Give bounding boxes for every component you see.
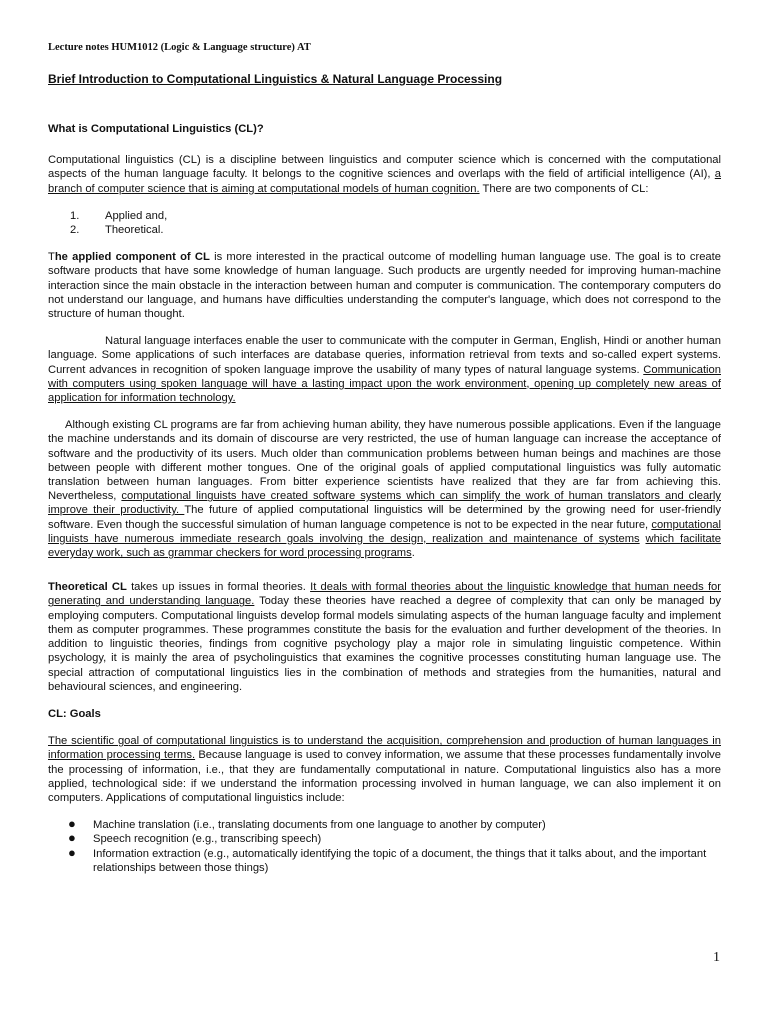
underlined-grammar-checkers: which facilitate everyday work, such as grammar checkers for word processing programs (48, 532, 721, 560)
paragraph-cl-definition: Computational linguistics (CL) is a discipline between linguistics and computer science which is concerned with the computational aspects of the human language faculty. It belongs to the cognitive sciences and overlaps with the field of artificial intelligence (AI), a branch of computer science that is aiming at computational models of human cognition. There are two components of CL: (48, 154, 721, 195)
underlined-ai-definition: a branch of computer science that is aiming at computational models of human cognition. (48, 168, 721, 195)
section-heading-cl-goals: CL: Goals (48, 707, 101, 720)
paragraph-applied-component: The applied component of CL is more interested in the practical outcome of modelling human language use. The goal is to create software products that have some knowledge of human language. Such products are urgently needed for improving human-machine interaction since the main obstacle in the interaction between human and computer is communication. The contemporary computers do not understand our language, and humans have difficulties understanding the computer's language, which does not correspond to the structure of human thought. (48, 251, 721, 321)
underlined-research-goals: computational linguists have numerous immediate research goals involving the design, realization and maintenance of systems (48, 518, 721, 545)
running-header: Lecture notes HUM1012 (Logic & Language structure) AT (48, 42, 311, 53)
paragraph-natural-language-interfaces: Natural language interfaces enable the user to communicate with the computer in German, English, Hindi or another human language. Some applications of such interfaces are database queries, information retrieval from texts and so-called expert systems. Current advances in recognition of spoken language improve the usability of many types of natural language systems. Communication with computers using spoken language will have a lasting impact upon the work environment, opening up completely new areas of application for information technology. (48, 335, 721, 405)
bullet-icon: ● (68, 844, 76, 860)
page-number: 1 (713, 950, 720, 965)
cl-components-list (48, 209, 721, 237)
list-item: ● Machine translation (i.e., translating documents from one language to another by computer) (68, 816, 546, 832)
term-theoretical-cl: Theoretical CL (48, 581, 127, 594)
list-item: ● Information extraction (e.g., automatically identifying the topic of a document, the things that it talks about, and the important relationships between those things) (68, 844, 707, 874)
list-item: 2. Theoretical. (70, 224, 164, 237)
term-applied-component: he applied component of CL (54, 251, 210, 264)
bullet-icon: ● (68, 830, 76, 846)
document-body (48, 122, 721, 875)
underlined-spoken-language-impact: Communication with computers using spoken language will have a lasting impact upon the work environment, opening up completely new areas of application for information technology. (48, 363, 721, 405)
paragraph-theoretical-cl: Theoretical CL takes up issues in formal theories. It deals with formal theories about the linguistic knowledge that human needs for generating and understanding language. Today these theories have reached a degree of complexity that can only be managed by employing computers. Computational linguists develop formal models simulating aspects of the human language faculty and implement them as computer programmes. These programmes constitute the basis for the evaluation and further development of the theories. In addition to linguistic theories, findings from cognitive psychology play a major role in simulating linguistic competence. Within psychology, it is mainly the area of psycholinguistics that examines the cognitive processes constituting human language use. The special attraction of computational linguistics lies in the combination of methods and strategies from the humanities, natural and behavioural sciences, and engineering. (48, 581, 722, 693)
underlined-scientific-goal: The scientific goal of computational linguistics is to understand the acquisition, comprehension and production of human languages in information processing terms. (48, 735, 721, 762)
paragraph-cl-applications: Although existing CL programs are far from achieving human ability, they have numerous possible applications. Even if the language the machine understands and its domain of discourse are very restricted, the use of human language can increase the acceptance of software and the productivity of its users. Much older than communication problems between human beings and machines are those between people with different mother tongues. One of the original goals of applied computational linguistics was fully automatic translation between human languages. From bitter experience scientists have realized that they are far from achieving this. Nevertheless, computational linguists have created software systems which can simplify the work of human translators and clearly improve their productivity. The future of applied computational linguistics will be determined by the growing need for user-friendly software. Even though the successful simulation of human language competence is not to be expected in the near future, computational linguists have numerous immediate research goals involving the design, realization and maintenance of systems which facilitate everyday work, such as grammar checkers for word processing programs. (48, 419, 721, 560)
section-heading-what-is-cl: What is Computational Linguistics (CL)? (48, 123, 264, 135)
document-title: Brief Introduction to Computational Linguistics & Natural Language Processing (48, 72, 503, 86)
cl-applications-list (48, 818, 721, 875)
underlined-formal-theories: It deals with formal theories about the linguistic knowledge that human needs for generating and understanding language. (48, 581, 721, 608)
bullet-icon: ● (68, 816, 76, 832)
paragraph-cl-goals: The scientific goal of computational linguistics is to understand the acquisition, comprehension and production of human languages in information processing terms. Because language is used to convey information, we assume that these processes fundamentally involve the processing of information, i.e., that they are fundamentally computational in nature. Computational linguistics also has a more applied, technological side: if we understand the information processing involved in human language, we can also implement it on computers. Applications of computational linguistics include: (48, 735, 721, 804)
underlined-translator-systems: computational linguists have created software systems which can simplify the work of human translators and clearly improve their productivity. (48, 490, 721, 517)
list-item: ● Speech recognition (e.g., transcribing speech) (68, 830, 322, 846)
list-item: 1. Applied and, (70, 209, 168, 222)
